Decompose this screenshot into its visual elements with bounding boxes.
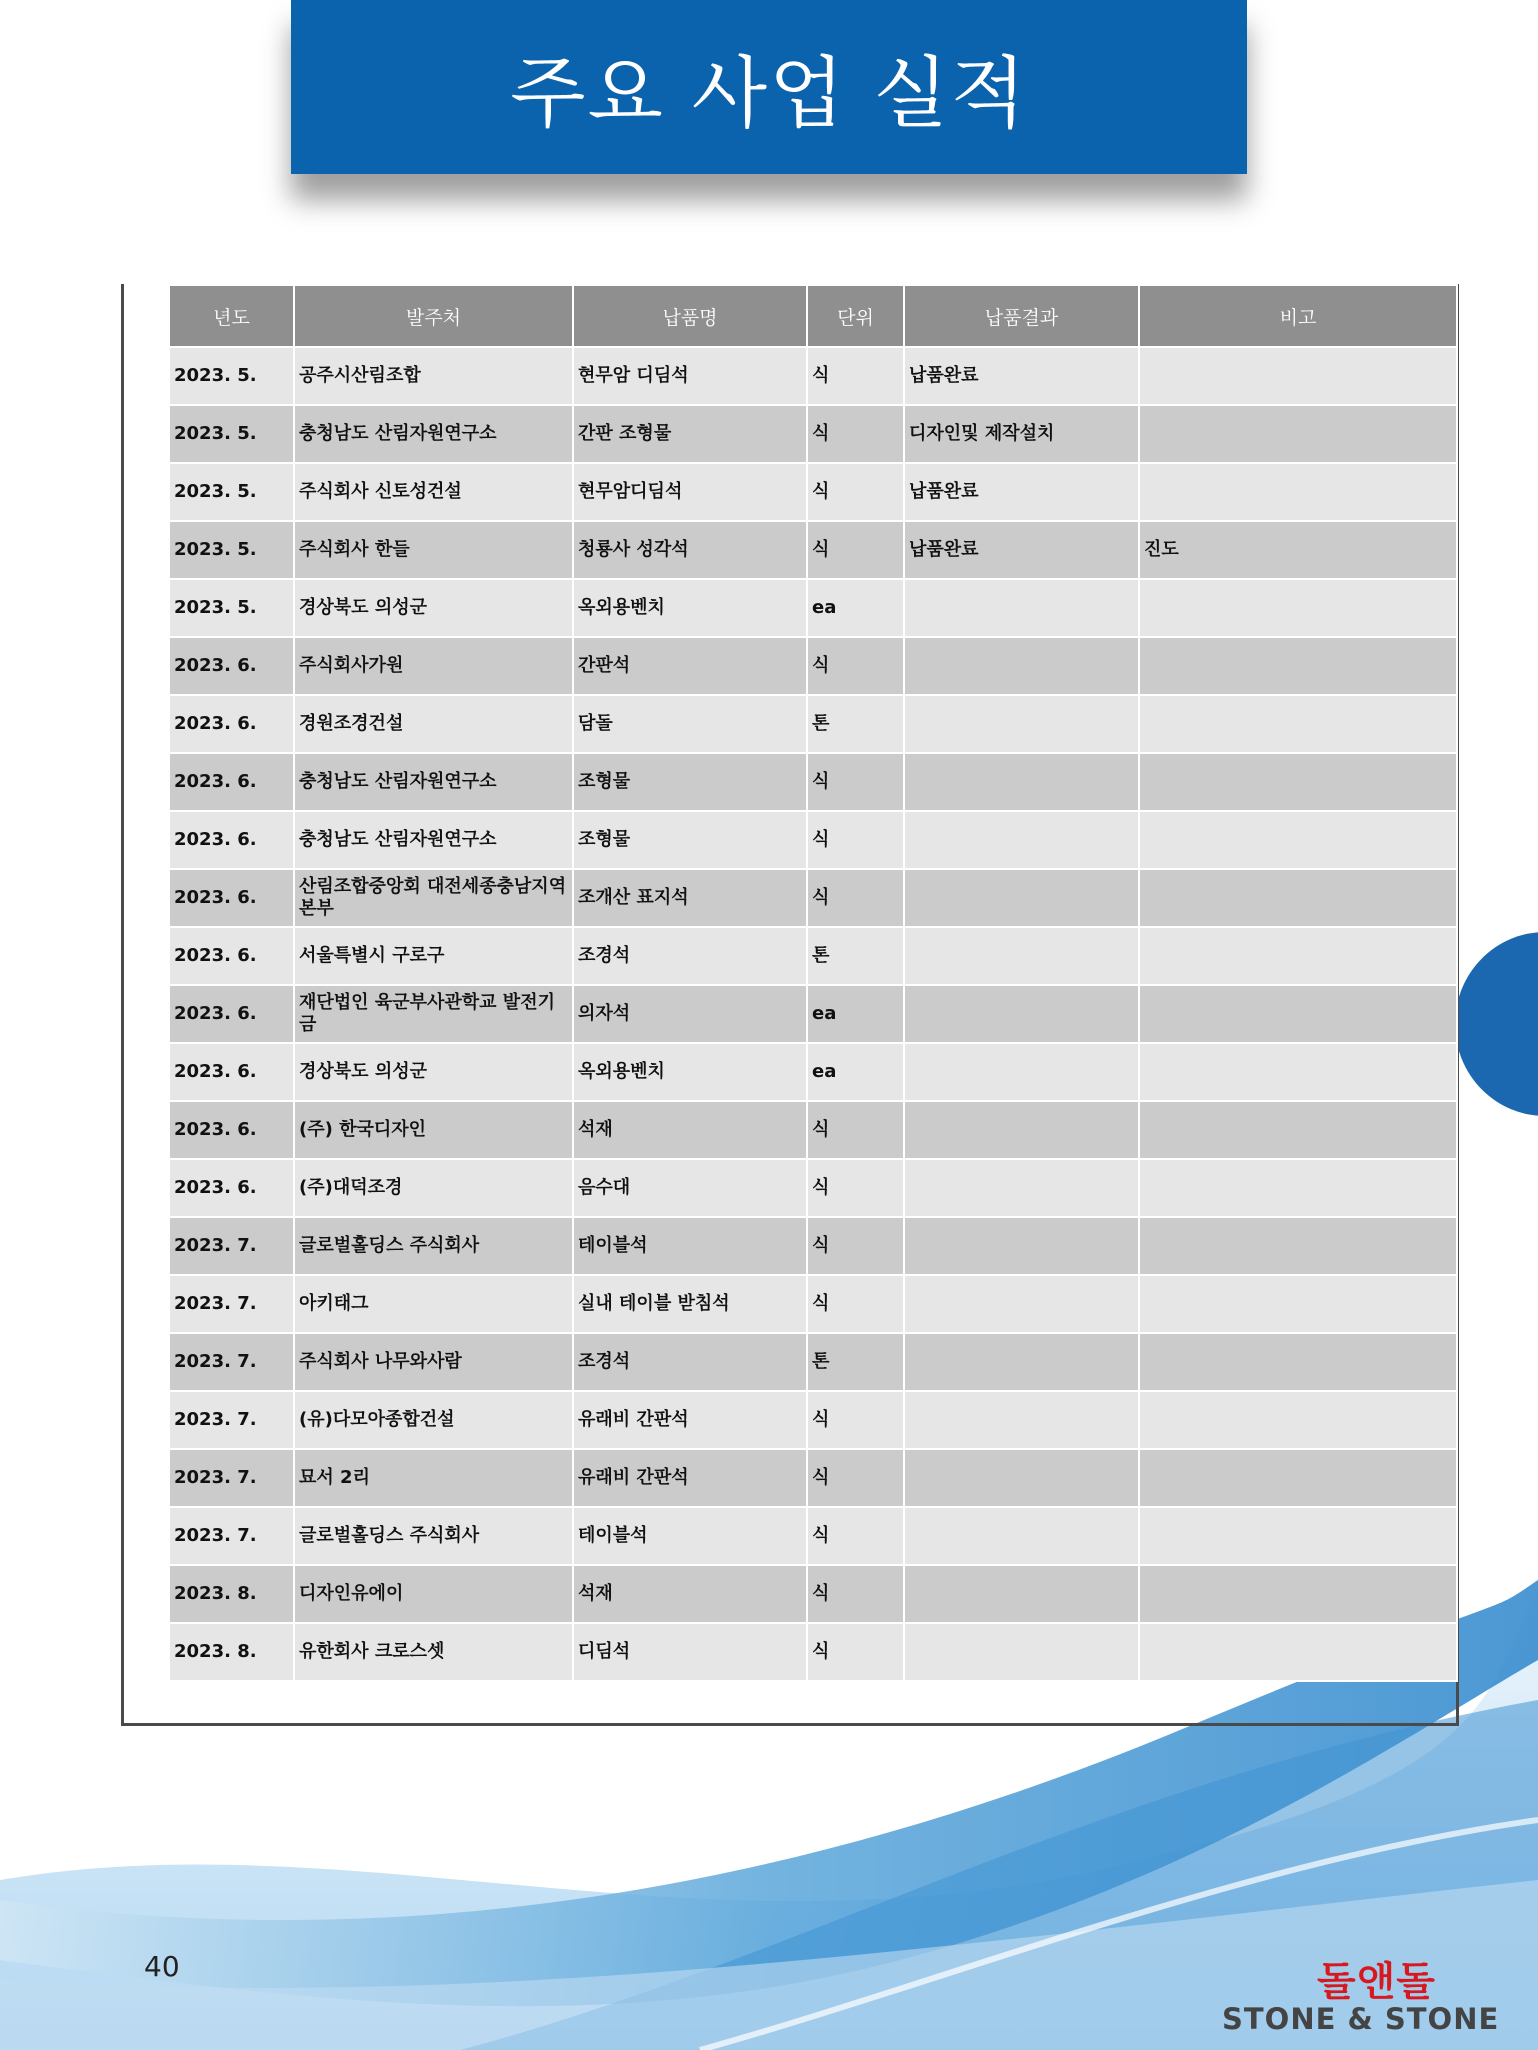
cell-unit: 식 xyxy=(807,869,904,927)
table-row xyxy=(169,811,1457,869)
cell-item: 현무암디딤석 xyxy=(573,463,807,521)
cell-result xyxy=(904,1101,1139,1159)
cell-result xyxy=(904,1449,1139,1507)
cell-unit: 식 xyxy=(807,1275,904,1333)
cell-note xyxy=(1139,1391,1457,1449)
cell-item: 실내 테이블 받침석 xyxy=(573,1275,807,1333)
cell-unit: ea xyxy=(807,1043,904,1101)
header-result: 납품결과 xyxy=(904,285,1139,347)
cell-client: 충청남도 산림자원연구소 xyxy=(294,405,573,463)
cell-year: 2023. 7. xyxy=(169,1217,294,1275)
cell-result: 디자인및 제작설치 xyxy=(904,405,1139,463)
cell-item: 석재 xyxy=(573,1101,807,1159)
cell-note: 진도 xyxy=(1139,521,1457,579)
cell-item: 조형물 xyxy=(573,811,807,869)
cell-unit: 식 xyxy=(807,347,904,405)
cell-note xyxy=(1139,927,1457,985)
cell-year: 2023. 7. xyxy=(169,1449,294,1507)
cell-note xyxy=(1139,463,1457,521)
table-row xyxy=(169,1275,1457,1333)
cell-result: 납품완료 xyxy=(904,521,1139,579)
cell-unit: 식 xyxy=(807,521,904,579)
cell-client: 서울특별시 구로구 xyxy=(294,927,573,985)
cell-unit: 식 xyxy=(807,1159,904,1217)
cell-note xyxy=(1139,811,1457,869)
cell-year: 2023. 6. xyxy=(169,927,294,985)
cell-year: 2023. 8. xyxy=(169,1623,294,1681)
cell-result xyxy=(904,1159,1139,1217)
table-row xyxy=(169,521,1457,579)
cell-client: (주) 한국디자인 xyxy=(294,1101,573,1159)
table-row xyxy=(169,1333,1457,1391)
cell-item: 유래비 간판석 xyxy=(573,1449,807,1507)
cell-item: 조경석 xyxy=(573,927,807,985)
table-row xyxy=(169,1159,1457,1217)
table-row xyxy=(169,463,1457,521)
title-banner xyxy=(291,0,1247,174)
table-row xyxy=(169,927,1457,985)
cell-result xyxy=(904,1507,1139,1565)
cell-unit: 식 xyxy=(807,1565,904,1623)
cell-note xyxy=(1139,1101,1457,1159)
cell-client: 주식회사 신토성건설 xyxy=(294,463,573,521)
cell-note xyxy=(1139,1043,1457,1101)
cell-unit: 톤 xyxy=(807,1333,904,1391)
cell-result xyxy=(904,1565,1139,1623)
cell-client: 주식회사 한들 xyxy=(294,521,573,579)
cell-result xyxy=(904,695,1139,753)
cell-result xyxy=(904,579,1139,637)
cell-note xyxy=(1139,579,1457,637)
header-client: 발주처 xyxy=(294,285,573,347)
cell-unit: ea xyxy=(807,985,904,1043)
cell-unit: 식 xyxy=(807,1217,904,1275)
header-note: 비고 xyxy=(1139,285,1457,347)
table-row xyxy=(169,637,1457,695)
header-item: 납품명 xyxy=(573,285,807,347)
cell-year: 2023. 5. xyxy=(169,347,294,405)
cell-year: 2023. 7. xyxy=(169,1391,294,1449)
cell-unit: 식 xyxy=(807,811,904,869)
cell-note xyxy=(1139,1159,1457,1217)
cell-client: 경상북도 의성군 xyxy=(294,1043,573,1101)
table-header-row xyxy=(169,285,1457,347)
cell-result xyxy=(904,927,1139,985)
cell-note xyxy=(1139,695,1457,753)
projects-table xyxy=(168,284,1458,1682)
cell-year: 2023. 6. xyxy=(169,1101,294,1159)
cell-note xyxy=(1139,869,1457,927)
cell-item: 음수대 xyxy=(573,1159,807,1217)
cell-result xyxy=(904,637,1139,695)
table-body xyxy=(169,347,1457,1681)
table-row xyxy=(169,1623,1457,1681)
cell-item: 의자석 xyxy=(573,985,807,1043)
cell-client: 경상북도 의성군 xyxy=(294,579,573,637)
cell-client: 묘서 2리 xyxy=(294,1449,573,1507)
table-row xyxy=(169,347,1457,405)
cell-year: 2023. 6. xyxy=(169,1159,294,1217)
cell-client: 충청남도 산림자원연구소 xyxy=(294,811,573,869)
cell-year: 2023. 6. xyxy=(169,753,294,811)
table-row xyxy=(169,753,1457,811)
cell-year: 2023. 7. xyxy=(169,1507,294,1565)
cell-result xyxy=(904,985,1139,1043)
logo-english: STONE & STONE xyxy=(1222,2002,1500,2036)
page-title: 주요 사업 실적 xyxy=(510,49,1028,139)
cell-year: 2023. 6. xyxy=(169,985,294,1043)
cell-item: 유래비 간판석 xyxy=(573,1391,807,1449)
cell-client: 산림조합중앙회 대전세종충남지역본부 xyxy=(294,869,573,927)
table-row xyxy=(169,1217,1457,1275)
cell-unit: 식 xyxy=(807,1507,904,1565)
cell-client: 공주시산림조합 xyxy=(294,347,573,405)
cell-note xyxy=(1139,1333,1457,1391)
cell-result xyxy=(904,1333,1139,1391)
cell-note xyxy=(1139,753,1457,811)
cell-unit: 식 xyxy=(807,1449,904,1507)
cell-item: 간판석 xyxy=(573,637,807,695)
cell-unit: 식 xyxy=(807,1391,904,1449)
cell-unit: 식 xyxy=(807,1101,904,1159)
cell-result xyxy=(904,753,1139,811)
cell-result xyxy=(904,1391,1139,1449)
cell-note xyxy=(1139,985,1457,1043)
cell-year: 2023. 6. xyxy=(169,695,294,753)
cell-client: 경원조경건설 xyxy=(294,695,573,753)
cell-year: 2023. 6. xyxy=(169,811,294,869)
cell-year: 2023. 6. xyxy=(169,1043,294,1101)
cell-item: 테이블석 xyxy=(573,1217,807,1275)
cell-year: 2023. 7. xyxy=(169,1275,294,1333)
cell-result xyxy=(904,811,1139,869)
cell-client: 글로벌홀딩스 주식회사 xyxy=(294,1507,573,1565)
table-row xyxy=(169,869,1457,927)
cell-result xyxy=(904,869,1139,927)
cell-item: 간판 조형물 xyxy=(573,405,807,463)
table-row xyxy=(169,985,1457,1043)
table-row xyxy=(169,1449,1457,1507)
cell-client: 디자인유에이 xyxy=(294,1565,573,1623)
cell-item: 조개산 표지석 xyxy=(573,869,807,927)
table-row xyxy=(169,405,1457,463)
cell-unit: 톤 xyxy=(807,927,904,985)
cell-client: 주식회사가원 xyxy=(294,637,573,695)
cell-note xyxy=(1139,1623,1457,1681)
cell-note xyxy=(1139,405,1457,463)
cell-note xyxy=(1139,637,1457,695)
cell-year: 2023. 7. xyxy=(169,1333,294,1391)
cell-note xyxy=(1139,1217,1457,1275)
table-row xyxy=(169,695,1457,753)
cell-client: 아키태그 xyxy=(294,1275,573,1333)
cell-item: 청룡사 성각석 xyxy=(573,521,807,579)
cell-result xyxy=(904,1623,1139,1681)
cell-note xyxy=(1139,1275,1457,1333)
cell-year: 2023. 6. xyxy=(169,637,294,695)
cell-unit: 식 xyxy=(807,753,904,811)
cell-item: 옥외용벤치 xyxy=(573,579,807,637)
cell-item: 디딤석 xyxy=(573,1623,807,1681)
cell-item: 현무암 디딤석 xyxy=(573,347,807,405)
cell-item: 조경석 xyxy=(573,1333,807,1391)
cell-item: 담돌 xyxy=(573,695,807,753)
table-row xyxy=(169,1565,1457,1623)
cell-year: 2023. 5. xyxy=(169,405,294,463)
logo-korean: 돌앤돌 xyxy=(1317,1959,1436,2005)
cell-year: 2023. 5. xyxy=(169,579,294,637)
cell-unit: 식 xyxy=(807,405,904,463)
cell-year: 2023. 8. xyxy=(169,1565,294,1623)
header-year: 년도 xyxy=(169,285,294,347)
table-row xyxy=(169,1101,1457,1159)
cell-client: 주식회사 나무와사람 xyxy=(294,1333,573,1391)
cell-unit: 식 xyxy=(807,463,904,521)
table-row xyxy=(169,1043,1457,1101)
cell-note xyxy=(1139,1449,1457,1507)
cell-year: 2023. 5. xyxy=(169,521,294,579)
cell-client: 충청남도 산림자원연구소 xyxy=(294,753,573,811)
cell-item: 석재 xyxy=(573,1565,807,1623)
cell-unit: 톤 xyxy=(807,695,904,753)
cell-item: 옥외용벤치 xyxy=(573,1043,807,1101)
page-number: 40 xyxy=(144,1950,180,1983)
table-row xyxy=(169,1507,1457,1565)
cell-result xyxy=(904,1217,1139,1275)
cell-item: 테이블석 xyxy=(573,1507,807,1565)
cell-note xyxy=(1139,1565,1457,1623)
cell-year: 2023. 6. xyxy=(169,869,294,927)
cell-item: 조형물 xyxy=(573,753,807,811)
cell-client: (유)다모아종합건설 xyxy=(294,1391,573,1449)
cell-client: (주)대덕조경 xyxy=(294,1159,573,1217)
company-logo xyxy=(1222,1950,1518,2040)
cell-note xyxy=(1139,347,1457,405)
cell-client: 재단법인 육군부사관학교 발전기금 xyxy=(294,985,573,1043)
cell-result xyxy=(904,1275,1139,1333)
cell-client: 유한회사 크로스셋 xyxy=(294,1623,573,1681)
table-row xyxy=(169,579,1457,637)
header-unit: 단위 xyxy=(807,285,904,347)
cell-unit: 식 xyxy=(807,1623,904,1681)
cell-note xyxy=(1139,1507,1457,1565)
cell-unit: ea xyxy=(807,579,904,637)
table-row xyxy=(169,1391,1457,1449)
cell-year: 2023. 5. xyxy=(169,463,294,521)
cell-result xyxy=(904,1043,1139,1101)
cell-result: 납품완료 xyxy=(904,347,1139,405)
cell-client: 글로벌홀딩스 주식회사 xyxy=(294,1217,573,1275)
cell-result: 납품완료 xyxy=(904,463,1139,521)
cell-unit: 식 xyxy=(807,637,904,695)
